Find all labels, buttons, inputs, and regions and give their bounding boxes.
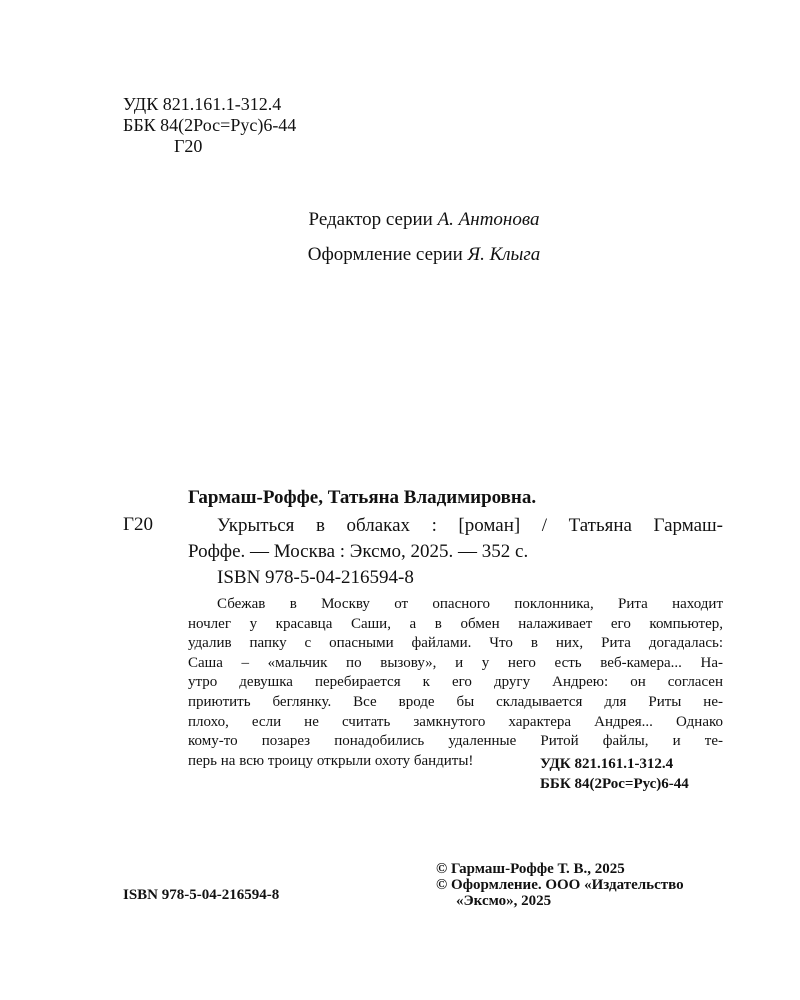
annotation-line: Саша – «мальчик по вызову», и у него есть веб-камера... На- [188,654,723,671]
design-name: Я. Клыга [467,244,541,265]
annotation-line: приютить беглянку. Все вроде бы складывается для Риты не- [188,693,723,710]
catalog-author: Гармаш-Роффе, Татьяна Владимировна. [188,487,537,508]
header-bbk: ББК 84(2Рос=Рус)6-44 [123,115,297,135]
catalog-title-line: Роффе. — Москва : Эксмо, 2025. — 352 с. [188,541,529,562]
catalog-annotation [188,595,723,771]
catalog-isbn: ISBN 978-5-04-216594-8 [217,567,414,588]
header-code: Г20 [174,136,203,156]
editor-name: А. Антонова [437,209,540,230]
footer-copyright-design: © Оформление. ООО «Издательство [436,877,684,893]
header-udk: УДК 821.161.1-312.4 [123,94,282,114]
annotation-line: перь на всю троицу открыли охоту бандиты! [188,752,474,769]
annotation-line: утро девушка перебирается к его другу Андрею: он согласен [188,674,723,691]
annotation-line: кому-то позарез понадобились удаленные Ритой файлы, и те- [188,733,723,750]
catalog-bbk: ББК 84(2Рос=Рус)6-44 [540,776,689,792]
catalog-title [188,513,723,565]
editor-label: Редактор серии [308,209,433,230]
catalog-title-line: Укрыться в облаках : [роман] / Татьяна Гармаш- [217,515,723,536]
annotation-line: ночлег у красавца Саши, а в обмен налаживает его компьютер, [188,615,723,632]
footer-isbn: ISBN 978-5-04-216594-8 [123,887,280,903]
footer-copyright-design-cont: «Эксмо», 2025 [456,893,552,909]
editor-credit [0,209,800,231]
catalog-udk: УДК 821.161.1-312.4 [540,756,674,772]
annotation-line: плохо, если не считать замкнутого характера Андрея... Однако [188,713,723,730]
annotation-line: Сбежав в Москву от опасного поклонника, Рита находит [217,596,723,612]
design-label: Оформление серии [307,244,463,265]
catalog-code: Г20 [123,514,153,535]
design-credit [0,244,800,266]
annotation-line: удалив папку с опасными файлами. Что в них, Рита догадалась: [188,635,723,652]
footer-copyright-author: © Гармаш-Роффе Т. В., 2025 [436,861,625,877]
